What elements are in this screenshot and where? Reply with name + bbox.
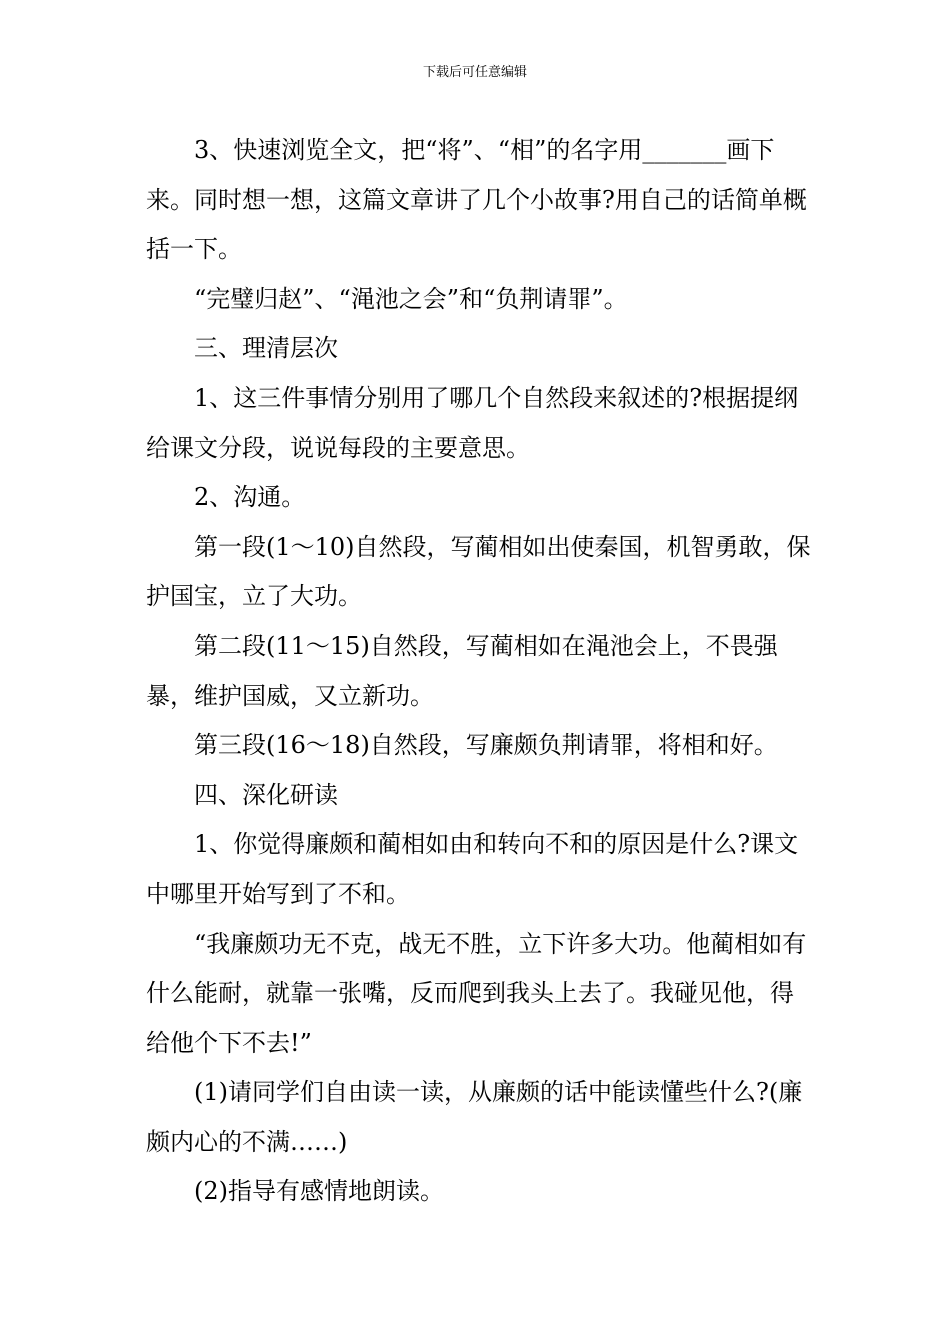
paragraph: 1、你觉得廉颇和蔺相如由和转向不和的原因是什么?课文中哪里开始写到了不和。 <box>146 830 799 908</box>
paragraph: 第三段(16～18)自然段，写廉颇负荆请罪，将相和好。 <box>194 731 778 760</box>
paragraph: 2、沟通。 <box>194 483 306 512</box>
paragraph: 第二段(11～15)自然段，写蔺相如在渑池会上，不畏强暴，维护国威，又立新功。 <box>146 631 778 710</box>
paragraph: 3、快速浏览全文，把“将”、“相”的名字用_______画下来。同时想一想，这篇文章讲了几个小故事?用自己的话简单概括一下。 <box>146 136 807 264</box>
section-heading: 三、理清层次 <box>194 334 338 363</box>
document-body <box>146 126 816 1217</box>
paragraph: (2)指导有感情地朗读。 <box>194 1177 444 1206</box>
paragraph: “完璧归赵”、“渑池之会”和“负荆请罪”。 <box>194 284 628 313</box>
paragraph: (1)请同学们自由读一读，从廉颇的话中能读懂些什么?(廉颇内心的不满……) <box>146 1078 803 1156</box>
paragraph: 第一段(1～10)自然段，写蔺相如出使秦国，机智勇敢，保护国宝，立了大功。 <box>146 532 811 611</box>
quote-paragraph: “我廉颇功无不克，战无不胜，立下许多大功。他蔺相如有什么能耐，就靠一张嘴，反而爬到我头上去了。我碰见他，得给他个下不去!” <box>146 929 807 1057</box>
paragraph: 1、这三件事情分别用了哪几个自然段来叙述的?根据提纲给课文分段，说说每段的主要意思。 <box>146 383 799 462</box>
section-heading: 四、深化研读 <box>194 780 338 809</box>
page-header: 下载后可任意编辑 <box>422 65 527 80</box>
